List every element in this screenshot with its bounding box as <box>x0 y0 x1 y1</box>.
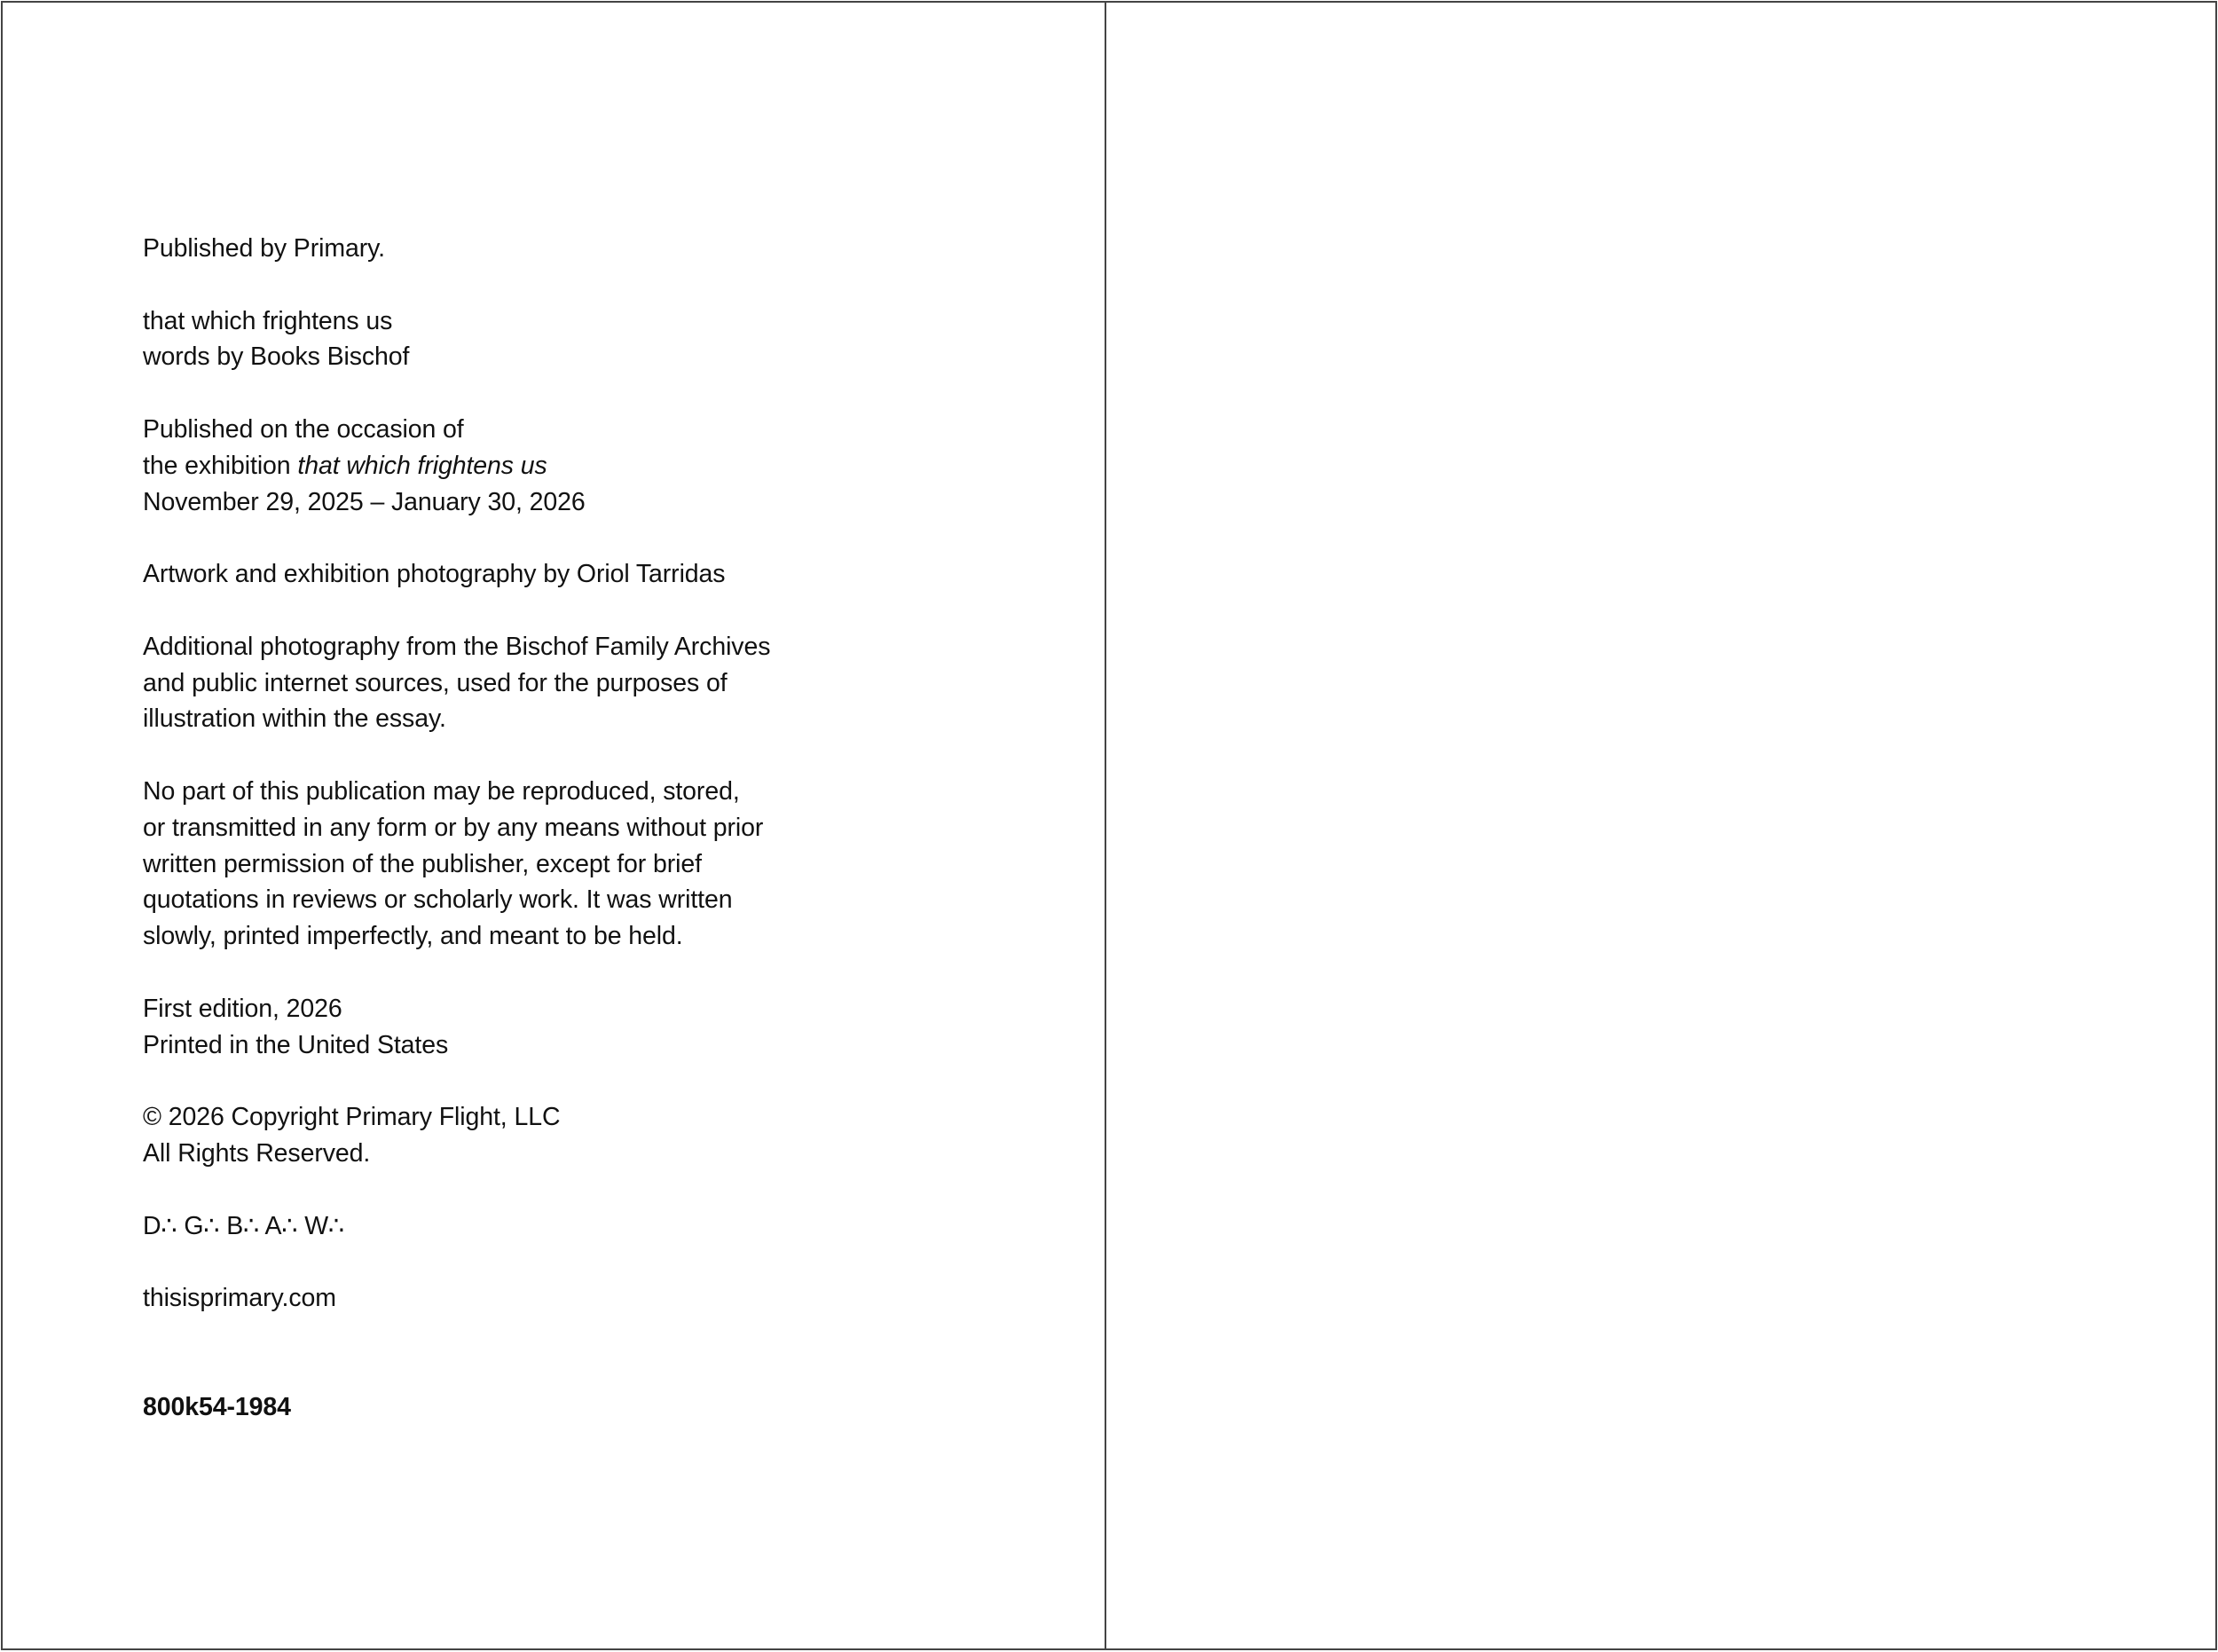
additional-photography-line: and public internet sources, used for the purposes of <box>143 668 728 697</box>
right-page <box>1105 1 2217 1650</box>
rights-notice-line: quotations in reviews or scholarly work. It was written <box>143 885 733 915</box>
additional-photography-line: illustration within the essay. <box>143 704 446 734</box>
exhibition-dates: November 29, 2025 – January 30, 2026 <box>143 487 586 516</box>
edition-block <box>143 991 817 1064</box>
rights-notice-line: slowly, printed imperfectly, and meant to be held. <box>143 922 683 951</box>
rights-reserved-line: All Rights Reserved. <box>143 1138 371 1168</box>
publisher-block <box>143 231 817 267</box>
occasion-block <box>143 412 817 520</box>
rights-notice-line: No part of this publication may be reproduced, stored, <box>143 776 740 806</box>
title-block <box>143 303 817 376</box>
rights-notice-line: written permission of the publisher, except for brief <box>143 849 702 878</box>
copyright-block <box>143 1099 817 1172</box>
publisher-line: Published by Primary. <box>143 234 385 263</box>
copyright-line: © 2026 Copyright Primary Flight, LLC <box>143 1103 561 1132</box>
rights-notice-line: or transmitted in any form or by any means without prior <box>143 813 764 842</box>
website-link: thisisprimary.com <box>143 1284 336 1313</box>
photography-credit: Artwork and exhibition photography by Oriol Tarridas <box>143 560 726 589</box>
additional-photography-block <box>143 629 817 737</box>
photography-credit-block <box>143 556 817 593</box>
additional-photography-line: Additional photography from the Bischof Family Archives <box>143 632 771 661</box>
colophon-text <box>143 231 817 1461</box>
initials-block <box>143 1208 817 1245</box>
printed-line: Printed in the United States <box>143 1030 449 1059</box>
initials-line: D∴ G∴ B∴ A∴ W∴ <box>143 1211 345 1240</box>
edition-line: First edition, 2026 <box>143 994 342 1023</box>
exhibition-title: that which frightens us <box>297 451 547 480</box>
author-line: words by Books Bischof <box>143 342 410 372</box>
left-page <box>1 1 1106 1650</box>
occasion-line-1: Published on the occasion of <box>143 414 464 444</box>
book-title: that which frightens us <box>143 306 393 335</box>
catalog-code: 800k54-1984 <box>143 1392 291 1421</box>
code-block <box>143 1389 817 1426</box>
occasion-line-2 <box>143 448 817 484</box>
occasion-prefix: the exhibition <box>143 451 298 480</box>
website-block <box>143 1280 817 1317</box>
rights-notice-block <box>143 774 817 955</box>
